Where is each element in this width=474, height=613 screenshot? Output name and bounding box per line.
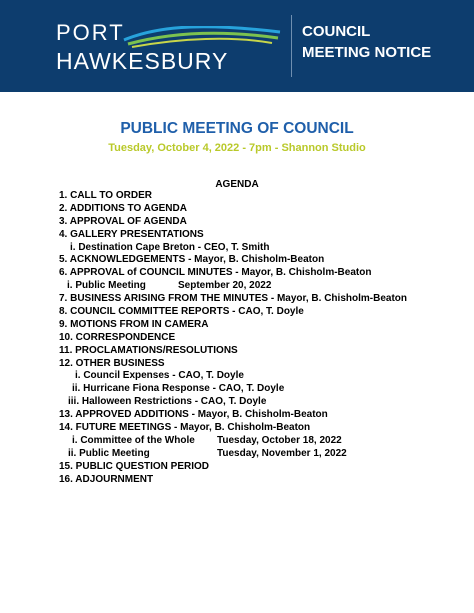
agenda-item-text: 14. FUTURE MEETINGS - Mayor, B. Chisholm-Beaton	[59, 422, 311, 434]
agenda-item-text: i. Public Meeting	[67, 280, 146, 292]
agenda-item	[59, 448, 459, 461]
meeting-date-location: Tuesday, October 4, 2022 - 7pm - Shannon Studio	[108, 142, 366, 154]
agenda-item	[59, 319, 459, 332]
agenda-item	[59, 216, 459, 229]
agenda-item	[59, 229, 459, 242]
agenda-item-date: September 20, 2022	[178, 280, 272, 292]
agenda-item-text: 8. COUNCIL COMMITTEE REPORTS - CAO, T. Doyle	[59, 306, 304, 318]
agenda-item-text: 13. APPROVED ADDITIONS - Mayor, B. Chisholm-Beaton	[59, 409, 328, 421]
agenda-item-text: 16. ADJOURNMENT	[59, 473, 154, 485]
agenda-item	[59, 332, 459, 345]
agenda-item-date: Tuesday, October 18, 2022	[217, 434, 342, 446]
agenda-item-text: ii. Hurricane Fiona Response - CAO, T. Doyle	[72, 383, 285, 395]
agenda-item-text: 15. PUBLIC QUESTION PERIOD	[59, 460, 210, 472]
header-banner	[0, 0, 474, 92]
agenda-item-text: 5. ACKNOWLEDGEMENTS - Mayor, B. Chisholm-Beaton	[59, 254, 325, 266]
meeting-title: PUBLIC MEETING OF COUNCIL	[120, 120, 354, 137]
agenda-item	[59, 461, 459, 474]
agenda-item	[59, 370, 459, 383]
agenda-item	[59, 203, 459, 216]
agenda-item	[59, 396, 459, 409]
agenda-list	[59, 190, 459, 486]
wave-logo-icon	[122, 26, 282, 48]
council-meeting-notice	[302, 21, 431, 63]
agenda-item	[59, 358, 459, 371]
logo-line-port: PORT	[56, 20, 125, 45]
agenda-item-text: iii. Halloween Restrictions - CAO, T. Doyle	[68, 396, 267, 408]
logo-line-hawkesbury: HAWKESBURY	[56, 48, 229, 74]
notice-line-1: COUNCIL	[302, 23, 371, 40]
agenda-item	[59, 383, 459, 396]
agenda-item-date: Tuesday, November 1, 2022	[217, 447, 347, 459]
agenda-item-text: 4. GALLERY PRESENTATIONS	[59, 228, 204, 240]
port-hawkesbury-logo	[56, 22, 282, 78]
agenda-item-text: 3. APPROVAL OF AGENDA	[59, 215, 187, 227]
agenda-item	[59, 435, 459, 448]
agenda-item-text: 10. CORRESPONDENCE	[59, 331, 176, 343]
header-divider	[291, 15, 292, 77]
agenda-item	[59, 345, 459, 358]
agenda-item-text: 11. PROCLAMATIONS/RESOLUTIONS	[59, 344, 238, 356]
agenda-item	[59, 293, 459, 306]
agenda-item-text: i. Council Expenses - CAO, T. Doyle	[75, 370, 244, 382]
agenda-item	[59, 280, 459, 293]
agenda-item	[59, 254, 459, 267]
agenda-item-text: ii. Public Meeting	[68, 447, 150, 459]
agenda-item	[59, 267, 459, 280]
agenda-item-text: 1. CALL TO ORDER	[59, 190, 152, 201]
agenda-item-text: 2. ADDITIONS TO AGENDA	[59, 202, 187, 214]
agenda-item	[59, 242, 459, 255]
notice-line-2: MEETING NOTICE	[302, 44, 432, 61]
agenda-item-text: 12. OTHER BUSINESS	[59, 357, 165, 369]
agenda-item-text: 7. BUSINESS ARISING FROM THE MINUTES - Mayor, B. Chisholm-Beaton	[59, 293, 407, 305]
agenda-item	[59, 474, 459, 487]
agenda-item	[59, 409, 459, 422]
agenda-item-text: 9. MOTIONS FROM IN CAMERA	[59, 318, 209, 330]
agenda-item-text: i. Committee of the Whole	[72, 434, 195, 446]
agenda-item-text: 6. APPROVAL of COUNCIL MINUTES - Mayor, B. Chisholm-Beaton	[59, 267, 372, 279]
agenda-item	[59, 190, 459, 203]
agenda-heading: AGENDA	[215, 179, 259, 190]
agenda-item-text: i. Destination Cape Breton - CEO, T. Smith	[70, 241, 270, 253]
agenda-item	[59, 422, 459, 435]
agenda-item	[59, 306, 459, 319]
